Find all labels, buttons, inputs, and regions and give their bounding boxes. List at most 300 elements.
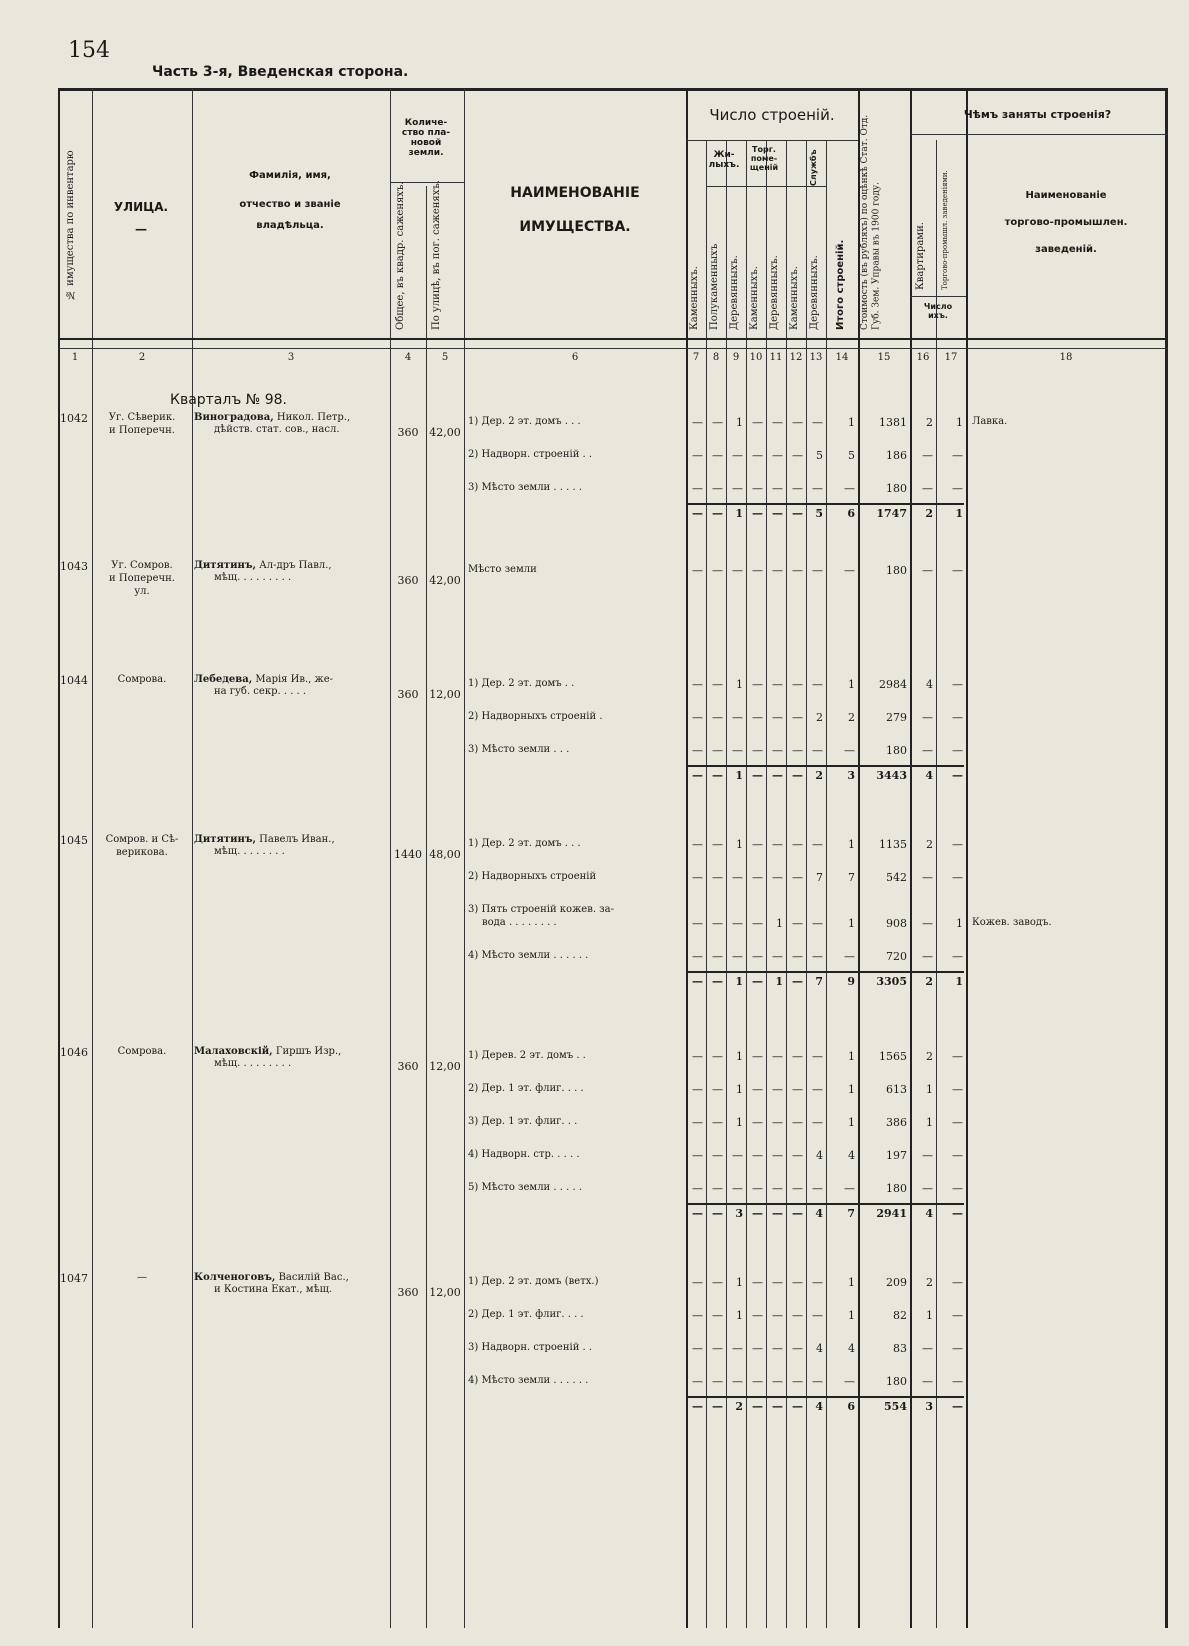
table-cell: —: [732, 1149, 743, 1162]
table-cell: 1: [956, 917, 963, 930]
table-cell: —: [692, 1050, 703, 1063]
table-cell: —: [752, 1207, 763, 1220]
table-cell: —: [792, 1182, 803, 1195]
header-land-l2: ство пла-: [401, 128, 451, 138]
header-col4: Общее, въ квадр. саженяхъ.: [395, 181, 406, 330]
table-cell: —: [712, 1309, 723, 1322]
table-cell: —: [844, 950, 855, 963]
entry-id: 1042: [60, 412, 88, 425]
table-cell: 6: [847, 507, 855, 520]
header-service: Службъ: [809, 149, 818, 186]
total-rule: [686, 765, 964, 767]
header-col3-l1: Фамилія, имя,: [249, 170, 331, 181]
table-cell: 1: [736, 1116, 743, 1129]
table-cell: 83: [893, 1342, 907, 1355]
header-col5: По улицѣ, въ пог. саженяхъ.: [431, 180, 442, 330]
table-cell: 1: [848, 678, 855, 691]
table-cell: 1: [848, 1050, 855, 1063]
table-cell: —: [712, 950, 723, 963]
table-cell: —: [732, 711, 743, 724]
entry-area: 360: [397, 426, 419, 439]
column-rule: [1166, 88, 1168, 1628]
header-col3: [192, 170, 388, 231]
table-cell: —: [792, 769, 803, 782]
owner-title: мѣщ. . . . . . . . .: [214, 1058, 292, 1069]
table-cell: —: [772, 507, 783, 520]
owner-title: дѣйств. стат. сов., насл.: [214, 424, 340, 435]
colnum-rule: [58, 348, 1168, 349]
table-cell: —: [952, 950, 963, 963]
header-bottom-rule: [58, 338, 1168, 340]
table-cell: —: [692, 1149, 703, 1162]
table-cell: —: [772, 1400, 783, 1413]
table-cell: —: [712, 1182, 723, 1195]
table-cell: —: [712, 482, 723, 495]
item-name: 2) Надворныхъ строеній: [468, 871, 597, 882]
table-cell: —: [952, 1375, 963, 1388]
table-cell: —: [712, 769, 723, 782]
table-cell: —: [812, 564, 823, 577]
entry-area: 360: [397, 688, 419, 701]
table-cell: 7: [848, 871, 855, 884]
table-cell: —: [692, 507, 703, 520]
table-cell: —: [712, 507, 723, 520]
table-cell: —: [772, 838, 783, 851]
table-cell: —: [812, 1182, 823, 1195]
table-cell: —: [812, 917, 823, 930]
header-count-l1: Число: [923, 302, 953, 311]
table-cell: 1135: [879, 838, 907, 851]
header-col1: № имущества по инвентарю: [65, 150, 76, 300]
table-cell: —: [712, 1375, 723, 1388]
entry-id: 1043: [60, 560, 88, 573]
item-name: Мѣсто земли: [468, 564, 537, 575]
table-cell: —: [712, 449, 723, 462]
header-col18-l3: заведеній.: [1035, 244, 1097, 255]
table-cell: —: [792, 1116, 803, 1129]
table-cell: 1: [736, 1276, 743, 1289]
table-cell: 1: [736, 678, 743, 691]
table-cell: —: [732, 1182, 743, 1195]
table-cell: 2: [735, 1400, 743, 1413]
table-cell: —: [712, 1083, 723, 1096]
subheader-8: Полукаменныхъ: [709, 243, 720, 330]
item-name: 1) Дерев. 2 эт. домъ . .: [468, 1050, 586, 1061]
table-cell: —: [732, 1375, 743, 1388]
header-col18-l1: Наименованіе: [1025, 190, 1107, 201]
subheader-10: Каменныхъ.: [749, 266, 760, 330]
page-number: 154: [68, 38, 110, 63]
table-cell: —: [692, 1116, 703, 1129]
column-number: 18: [1059, 352, 1073, 363]
column-number: 4: [404, 352, 412, 363]
entry-owner: Лебедева, Марія Ив., же- на губ. секр. . . . .: [194, 674, 334, 697]
table-cell: 720: [886, 950, 907, 963]
table-cell: —: [812, 838, 823, 851]
table-cell: 1: [955, 507, 963, 520]
header-col3-l2: отчество и званіе: [239, 199, 341, 210]
table-cell: 1: [955, 975, 963, 988]
table-cell: —: [792, 950, 803, 963]
table-cell: 1747: [876, 507, 907, 520]
item-name: 3) Дер. 1 эт. флиг. . .: [468, 1116, 578, 1127]
buildings-subheader-rule: [686, 140, 858, 141]
table-cell: 2: [926, 838, 933, 851]
count-rule: [910, 296, 966, 297]
table-cell: —: [792, 975, 803, 988]
entry-frontage: 12,00: [429, 1286, 461, 1299]
table-cell: 180: [886, 564, 907, 577]
entry-area: 360: [397, 1060, 419, 1073]
entry-street: Сомров. и Сѣ-: [105, 834, 179, 845]
subheader-7: Каменныхъ.: [689, 266, 700, 330]
occupied-subheader-rule: [910, 134, 1168, 135]
table-cell: —: [772, 1149, 783, 1162]
table-cell: —: [812, 950, 823, 963]
table-cell: —: [732, 482, 743, 495]
table-cell: 279: [886, 711, 907, 724]
item-name: 4) Мѣсто земли . . . . . .: [468, 1375, 589, 1386]
table-cell: —: [812, 678, 823, 691]
item-name: 2) Надворн. строеній . .: [468, 449, 593, 460]
entry-owner: Дитятинъ, Ал-дръ Павл., мѣщ. . . . . . . . .: [194, 560, 332, 583]
table-cell: —: [812, 1276, 823, 1289]
table-cell: —: [752, 1182, 763, 1195]
entry-street: ул.: [134, 586, 150, 597]
table-cell: —: [712, 1149, 723, 1162]
subheader-12: Каменныхъ.: [789, 266, 800, 330]
table-cell: —: [772, 744, 783, 757]
table-cell: —: [692, 416, 703, 429]
table-cell: 9: [847, 975, 855, 988]
table-cell: 5: [816, 449, 823, 462]
header-buildings: Число строеній.: [709, 106, 835, 124]
table-cell: 2: [848, 711, 855, 724]
header-land: [390, 118, 462, 158]
entry-owner: Дитятинъ, Павелъ Иван., мѣщ. . . . . . . .: [194, 834, 335, 857]
table-cell: —: [752, 1149, 763, 1162]
column-number: 12: [789, 352, 803, 363]
header-trade: [744, 145, 784, 172]
table-cell: 5: [848, 449, 855, 462]
entry-id: 1047: [60, 1272, 88, 1285]
table-cell: —: [922, 449, 933, 462]
column-number: 8: [712, 352, 720, 363]
table-cell: —: [752, 711, 763, 724]
table-cell: 2: [925, 975, 933, 988]
table-cell: 1: [848, 1083, 855, 1096]
header-count-l2: ихъ.: [928, 311, 948, 320]
table-cell: —: [692, 1375, 703, 1388]
table-cell: —: [952, 1276, 963, 1289]
table-cell: 1: [735, 975, 743, 988]
header-trade-l1: Торг.: [752, 145, 776, 154]
column-number: 15: [877, 352, 891, 363]
table-cell: —: [792, 1207, 803, 1220]
table-cell: —: [772, 1083, 783, 1096]
table-cell: 908: [886, 917, 907, 930]
table-cell: —: [812, 482, 823, 495]
column-number: 9: [732, 352, 740, 363]
column-number: 11: [769, 352, 783, 363]
table-cell: —: [792, 1342, 803, 1355]
table-cell: —: [772, 1375, 783, 1388]
table-cell: —: [772, 769, 783, 782]
entry-street: верикова.: [116, 847, 168, 858]
entry-owner: Малаховскій, Гиршъ Изр., мѣщ. . . . . . . . .: [194, 1046, 342, 1069]
table-cell: 1: [926, 1116, 933, 1129]
table-cell: —: [792, 482, 803, 495]
table-cell: —: [792, 678, 803, 691]
table-cell: 3305: [876, 975, 907, 988]
entry-area: 360: [397, 1286, 419, 1299]
column-rule: [92, 88, 93, 1628]
table-cell: 3443: [876, 769, 907, 782]
table-cell: 1: [736, 416, 743, 429]
table-cell: —: [792, 871, 803, 884]
table-cell: 2: [815, 769, 823, 782]
table-cell: —: [732, 744, 743, 757]
header-col3-l3: владѣльца.: [256, 220, 324, 231]
item-name: 1) Дер. 2 эт. домъ . . .: [468, 838, 581, 849]
total-rule: [686, 1396, 964, 1398]
table-cell: —: [752, 838, 763, 851]
header-col6: [464, 185, 686, 235]
column-number: 14: [835, 352, 849, 363]
table-cell: —: [792, 1276, 803, 1289]
table-cell: 6: [847, 1400, 855, 1413]
table-cell: 1: [775, 975, 783, 988]
header-count: [910, 302, 966, 320]
total-rule: [686, 1203, 964, 1205]
table-cell: —: [792, 838, 803, 851]
table-cell: —: [712, 416, 723, 429]
table-cell: —: [752, 950, 763, 963]
table-cell: 2: [926, 1276, 933, 1289]
table-cell: —: [844, 1182, 855, 1195]
table-cell: —: [712, 678, 723, 691]
table-cell: —: [752, 975, 763, 988]
table-cell: 1: [736, 1050, 743, 1063]
table-cell: —: [922, 1182, 933, 1195]
table-cell: 1: [848, 1116, 855, 1129]
table-cell: —: [712, 1050, 723, 1063]
column-number: 16: [916, 352, 930, 363]
table-cell: —: [772, 1050, 783, 1063]
table-cell: 1565: [879, 1050, 907, 1063]
column-rule: [58, 88, 60, 1628]
table-cell: —: [812, 744, 823, 757]
entry-frontage: 48,00: [429, 848, 461, 861]
owner-title: мѣщ. . . . . . . .: [214, 846, 285, 857]
table-cell: —: [772, 482, 783, 495]
table-cell: —: [792, 1050, 803, 1063]
table-cell: —: [752, 564, 763, 577]
table-cell: 2: [926, 416, 933, 429]
table-cell: —: [692, 917, 703, 930]
table-cell: 186: [886, 449, 907, 462]
table-cell: —: [692, 1309, 703, 1322]
item-name: 2) Надворныхъ строеній .: [468, 711, 603, 722]
table-cell: —: [952, 564, 963, 577]
table-cell: —: [732, 564, 743, 577]
table-cell: —: [772, 1116, 783, 1129]
table-cell: —: [712, 744, 723, 757]
table-cell: 1: [736, 1083, 743, 1096]
item-name: 1) Дер. 2 эт. домъ (ветх.): [468, 1276, 599, 1287]
table-cell: 180: [886, 1375, 907, 1388]
table-cell: —: [772, 1276, 783, 1289]
header-living-l2: лыхъ.: [708, 160, 740, 170]
table-cell: —: [922, 744, 933, 757]
table-cell: 7: [816, 871, 823, 884]
table-cell: —: [952, 769, 963, 782]
column-number: 6: [571, 352, 579, 363]
table-cell: 1: [848, 917, 855, 930]
total-rule: [686, 971, 964, 973]
table-cell: 1: [848, 416, 855, 429]
table-cell: —: [772, 1207, 783, 1220]
table-cell: 1: [956, 416, 963, 429]
header-land-l4: земли.: [408, 148, 444, 158]
subheader-11: Деревянныхъ.: [769, 255, 780, 330]
entry-id: 1044: [60, 674, 88, 687]
table-cell: —: [772, 1182, 783, 1195]
table-cell: —: [844, 744, 855, 757]
table-cell: —: [752, 1400, 763, 1413]
header-trade-l3: щеній: [749, 163, 779, 172]
table-cell: 3: [847, 769, 855, 782]
owner-surname: Лебедева,: [194, 674, 253, 685]
table-cell: —: [812, 1083, 823, 1096]
table-cell: —: [692, 1207, 703, 1220]
table-cell: 1: [848, 838, 855, 851]
table-cell: —: [692, 482, 703, 495]
table-cell: —: [952, 744, 963, 757]
header-col16: Квартирами.: [915, 222, 926, 290]
table-cell: —: [952, 1342, 963, 1355]
table-cell: 386: [886, 1116, 907, 1129]
table-cell: 209: [886, 1276, 907, 1289]
column-rule: [192, 88, 193, 1628]
table-cell: —: [692, 950, 703, 963]
item-name: 1) Дер. 2 эт. домъ . .: [468, 678, 575, 689]
table-cell: 7: [847, 1207, 855, 1220]
table-cell: 1: [735, 769, 743, 782]
item-name: 1) Дер. 2 эт. домъ . . .: [468, 416, 581, 427]
owner-title: и Костина Екат., мѣщ.: [214, 1284, 333, 1295]
table-cell: 554: [884, 1400, 907, 1413]
type-subheader-rule: [706, 186, 826, 187]
item-name: 2) Дер. 1 эт. флиг. . . .: [468, 1309, 584, 1320]
table-cell: —: [692, 744, 703, 757]
table-cell: —: [922, 1149, 933, 1162]
table-cell: —: [752, 871, 763, 884]
header-col2-dash: —: [135, 222, 147, 236]
table-cell: 4: [815, 1207, 823, 1220]
item-name: вода . . . . . . . .: [482, 917, 557, 928]
table-cell: —: [712, 838, 723, 851]
table-cell: 1: [736, 1309, 743, 1322]
table-cell: —: [712, 564, 723, 577]
table-cell: —: [692, 449, 703, 462]
table-cell: —: [922, 564, 933, 577]
table-cell: —: [692, 838, 703, 851]
table-cell: —: [922, 950, 933, 963]
table-cell: 1: [848, 1276, 855, 1289]
table-cell: —: [752, 917, 763, 930]
table-cell: 1: [776, 917, 783, 930]
table-cell: —: [692, 564, 703, 577]
table-cell: —: [772, 416, 783, 429]
table-cell: —: [952, 1400, 963, 1413]
table-cell: 4: [816, 1342, 823, 1355]
table-cell: 4: [925, 769, 933, 782]
owner-surname: Дитятинъ,: [194, 834, 256, 845]
table-cell: —: [952, 1309, 963, 1322]
table-cell: 1381: [879, 416, 907, 429]
table-cell: —: [772, 711, 783, 724]
column-number: 7: [692, 352, 700, 363]
table-cell: —: [792, 507, 803, 520]
table-cell: —: [692, 1342, 703, 1355]
table-cell: —: [792, 744, 803, 757]
entry-street: Сомрова.: [117, 674, 167, 685]
entry-street: Сомрова.: [117, 1046, 167, 1057]
table-cell: —: [952, 678, 963, 691]
table-cell: —: [692, 678, 703, 691]
table-cell: —: [792, 1400, 803, 1413]
entry-frontage: 42,00: [429, 574, 461, 587]
header-land-l3: новой: [410, 138, 442, 148]
table-cell: —: [952, 1182, 963, 1195]
table-cell: 7: [815, 975, 823, 988]
table-cell: —: [812, 1116, 823, 1129]
table-cell: —: [752, 449, 763, 462]
header-occupied: Чѣмъ заняты строенія?: [963, 108, 1112, 121]
table-cell: 1: [926, 1309, 933, 1322]
table-cell: —: [752, 1276, 763, 1289]
entry-id: 1046: [60, 1046, 88, 1059]
entry-area: 360: [397, 574, 419, 587]
column-number: 5: [441, 352, 449, 363]
entry-owner: Колченоговъ, Василій Вас., и Костина Екат., мѣщ.: [194, 1272, 349, 1295]
column-rule: [464, 88, 465, 1628]
table-cell: —: [692, 769, 703, 782]
business-name: Кожев. заводъ.: [972, 917, 1052, 928]
table-cell: 4: [848, 1342, 855, 1355]
column-number: 1: [71, 352, 79, 363]
table-cell: —: [712, 1116, 723, 1129]
header-living-l1: Жи-: [713, 150, 735, 160]
column-number: 3: [287, 352, 295, 363]
owner-surname: Малаховскій,: [194, 1046, 273, 1057]
table-cell: —: [752, 744, 763, 757]
table-cell: —: [692, 1400, 703, 1413]
header-col6-l2: ИМУЩЕСТВА.: [519, 219, 631, 235]
table-cell: —: [772, 678, 783, 691]
column-rule: [426, 186, 427, 1628]
table-cell: —: [752, 507, 763, 520]
table-cell: —: [692, 711, 703, 724]
table-cell: —: [752, 1083, 763, 1096]
header-col18-l2: торгово-промышлен.: [1004, 217, 1128, 228]
table-cell: —: [712, 871, 723, 884]
table-cell: —: [812, 1050, 823, 1063]
table-cell: —: [952, 1083, 963, 1096]
table-cell: 2941: [876, 1207, 907, 1220]
table-cell: 1: [736, 838, 743, 851]
